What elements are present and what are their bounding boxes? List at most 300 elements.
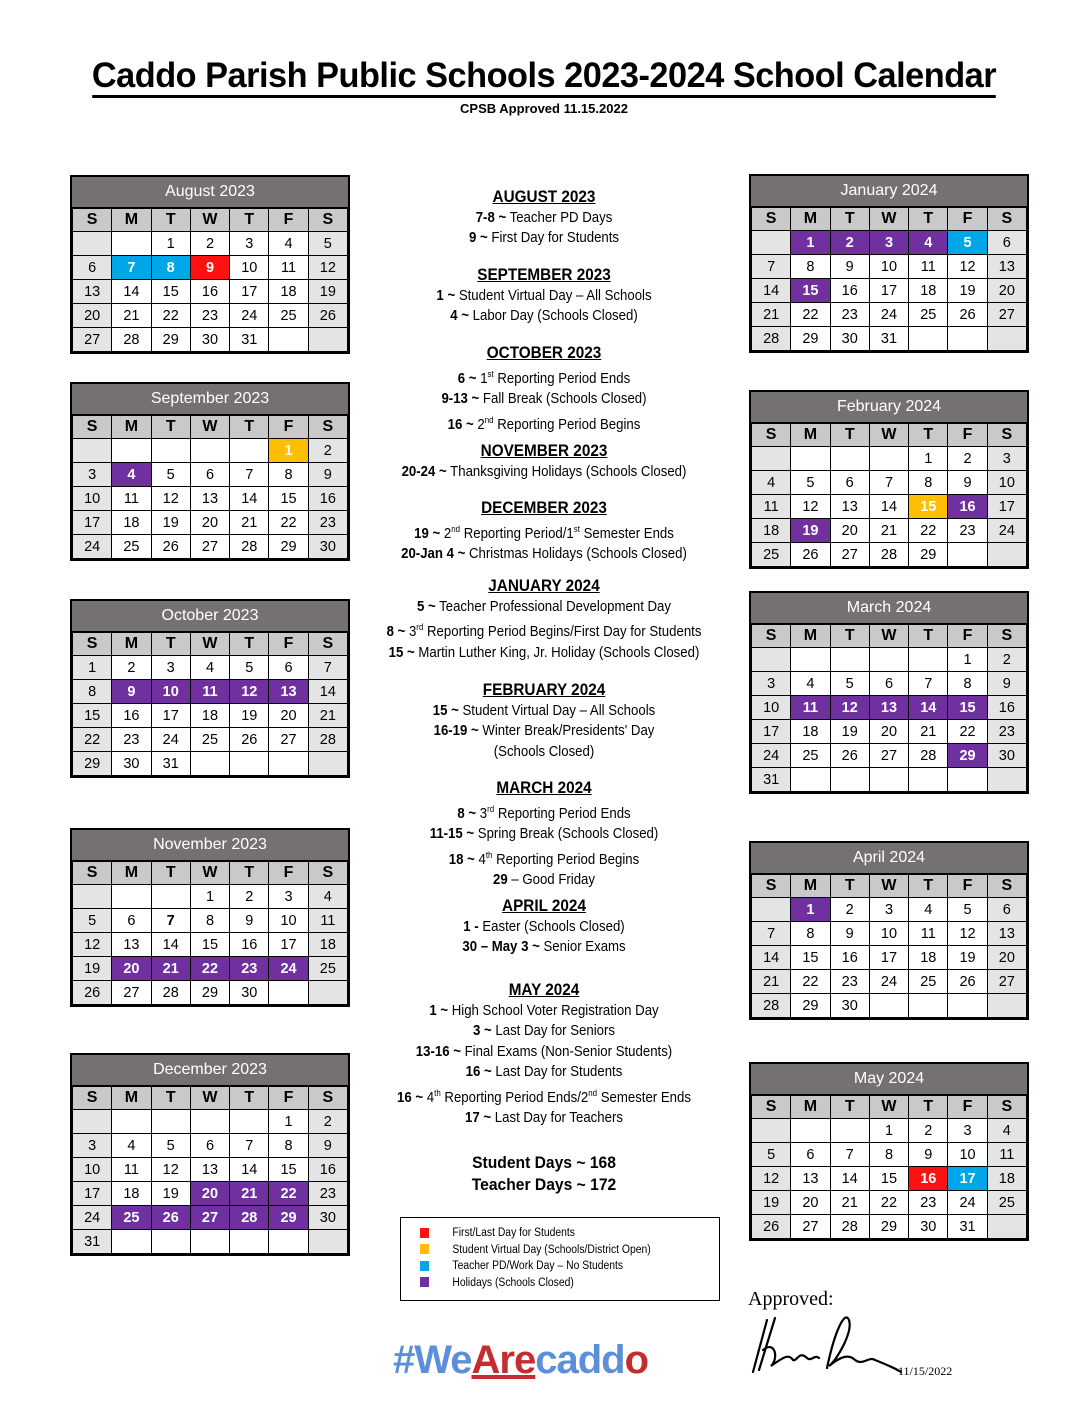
event-date: 9-13 ~	[441, 390, 480, 408]
day-cell: 17	[269, 933, 308, 957]
day-cell: 3	[869, 231, 908, 255]
day-cell: 15	[909, 495, 948, 519]
day-cell: 23	[112, 728, 151, 752]
day-cell: 15	[791, 946, 830, 970]
day-cell: 25	[308, 957, 347, 981]
day-cell: 3	[869, 898, 908, 922]
event-date: 15 ~	[388, 643, 415, 661]
weekday-header: M	[112, 633, 151, 656]
event-line	[382, 917, 706, 937]
event-text: (Schools Closed)	[493, 742, 595, 760]
event-month-heading: OCTOBER 2023	[486, 343, 602, 362]
weekday-header: S	[308, 633, 347, 656]
day-cell: 30	[112, 752, 151, 776]
event-text: th	[485, 849, 493, 860]
day-cell: 23	[830, 970, 869, 994]
event-text: Semester Ends	[579, 525, 674, 542]
empty-day-cell	[112, 885, 151, 909]
day-cell: 29	[869, 1215, 908, 1239]
day-cell: 15	[73, 704, 112, 728]
weekday-header: T	[909, 1096, 948, 1119]
day-cell: 26	[791, 543, 830, 567]
day-cell: 20	[869, 720, 908, 744]
event-text: 3	[476, 805, 488, 822]
day-cell: 7	[830, 1143, 869, 1167]
day-cell: 14	[752, 946, 791, 970]
day-cell: 30	[830, 994, 869, 1018]
weekday-header: F	[948, 875, 987, 898]
day-cell: 14	[869, 495, 908, 519]
weekday-header: T	[909, 208, 948, 231]
event-text: Reporting Period Ends	[493, 370, 631, 387]
weekday-header: M	[791, 875, 830, 898]
logo-we: #We	[393, 1338, 472, 1382]
weekday-header: S	[752, 875, 791, 898]
weekday-header: M	[791, 208, 830, 231]
event-line	[382, 643, 706, 663]
event-date: 29	[493, 871, 508, 889]
day-cell: 9	[230, 909, 269, 933]
day-cell: 10	[869, 255, 908, 279]
event-date: 16 ~	[397, 1088, 424, 1106]
empty-day-cell	[308, 1230, 347, 1254]
empty-day-cell	[791, 768, 830, 792]
day-cell: 21	[909, 720, 948, 744]
day-cell: 5	[752, 1143, 791, 1167]
day-cell: 5	[948, 898, 987, 922]
weekday-header: T	[230, 862, 269, 885]
day-cell: 11	[308, 909, 347, 933]
approved-label: Approved:	[748, 1288, 834, 1310]
day-cell: 31	[73, 1230, 112, 1254]
day-cell: 19	[73, 957, 112, 981]
day-cell: 1	[269, 1110, 308, 1134]
event-date: 30 – May 3 ~	[462, 938, 540, 956]
day-cell: 30	[230, 981, 269, 1005]
day-cell: 26	[948, 303, 987, 327]
day-cell: 23	[308, 1182, 347, 1206]
day-cell: 4	[190, 656, 229, 680]
empty-day-cell	[190, 439, 229, 463]
day-cell: 22	[791, 303, 830, 327]
weekday-header: S	[73, 862, 112, 885]
legend-item	[420, 1260, 623, 1272]
day-cell: 19	[230, 704, 269, 728]
day-cell: 24	[752, 744, 791, 768]
event-text: Teacher PD Days	[506, 209, 613, 226]
day-cell: 1	[269, 439, 308, 463]
day-cell: 22	[909, 519, 948, 543]
weekday-header: T	[151, 209, 190, 232]
event-text: th	[434, 1087, 441, 1098]
empty-day-cell	[190, 1110, 229, 1134]
weekday-header: M	[112, 416, 151, 439]
event-text: Christmas Holidays (Schools Closed)	[465, 545, 687, 563]
empty-day-cell	[112, 1230, 151, 1254]
day-cell: 8	[190, 909, 229, 933]
day-cell: 11	[190, 680, 229, 704]
day-cell: 5	[151, 463, 190, 487]
calendar-sep	[70, 382, 350, 561]
event-text: Winter Break/Presidents' Day	[478, 722, 655, 740]
day-cell: 4	[909, 231, 948, 255]
day-cell: 9	[112, 680, 151, 704]
day-cell: 17	[73, 1182, 112, 1206]
day-cell: 22	[73, 728, 112, 752]
weekday-header: S	[987, 424, 1026, 447]
day-cell: 19	[151, 1182, 190, 1206]
event-month-heading: APRIL 2024	[502, 896, 586, 915]
day-cell: 21	[752, 970, 791, 994]
event-line	[382, 208, 706, 228]
event-date: 16 ~	[465, 1063, 492, 1081]
day-cell: 1	[190, 885, 229, 909]
event-date: 7-8 ~	[475, 209, 507, 226]
day-cell: 16	[190, 280, 229, 304]
weekday-header: M	[112, 862, 151, 885]
weekday-header: W	[869, 875, 908, 898]
event-date: 17 ~	[465, 1109, 492, 1127]
event-line	[382, 519, 706, 544]
day-cell: 12	[151, 487, 190, 511]
event-text: nd	[588, 1087, 598, 1098]
empty-day-cell	[752, 231, 791, 255]
page-title	[11, 56, 1077, 96]
empty-day-cell	[752, 447, 791, 471]
weekday-header: W	[190, 416, 229, 439]
day-cell: 10	[73, 1158, 112, 1182]
event-text: Martin Luther King, Jr. Holiday (Schools Closed)	[414, 643, 700, 661]
event-date: 20-Jan 4 ~	[401, 545, 466, 563]
event-text: First Day for Students	[487, 229, 620, 247]
day-cell: 6	[269, 656, 308, 680]
event-text: st	[487, 369, 494, 379]
event-text: Reporting Period Begins/First Day for Students	[423, 623, 702, 641]
empty-day-cell	[269, 981, 308, 1005]
calendar-month-title: December 2023	[72, 1055, 348, 1086]
day-cell: 22	[269, 1182, 308, 1206]
empty-day-cell	[948, 327, 987, 351]
event-line	[382, 870, 706, 890]
day-cell: 26	[230, 728, 269, 752]
day-cell: 18	[987, 1167, 1026, 1191]
day-cell: 6	[987, 898, 1026, 922]
day-cell: 8	[948, 672, 987, 696]
day-cell: 24	[73, 1206, 112, 1230]
day-cell: 11	[112, 487, 151, 511]
calendar-mar	[749, 591, 1029, 794]
day-cell: 28	[752, 327, 791, 351]
empty-day-cell	[987, 1215, 1026, 1239]
empty-day-cell	[190, 1230, 229, 1254]
day-cell: 14	[830, 1167, 869, 1191]
day-cell: 30	[987, 744, 1026, 768]
teacher-days: Teacher Days ~ 172	[471, 1175, 617, 1194]
empty-day-cell	[948, 768, 987, 792]
event-line	[382, 1042, 706, 1062]
weekday-header: T	[230, 209, 269, 232]
day-cell: 7	[230, 1134, 269, 1158]
day-cell: 30	[308, 535, 347, 559]
day-cell: 24	[987, 519, 1026, 543]
event-section	[360, 186, 728, 249]
empty-day-cell	[230, 752, 269, 776]
event-text: 2	[440, 525, 452, 542]
day-cell: 25	[112, 535, 151, 559]
empty-day-cell	[752, 1119, 791, 1143]
day-cell: 3	[151, 656, 190, 680]
event-date: 6 ~	[457, 370, 477, 387]
day-cell: 14	[909, 696, 948, 720]
empty-day-cell	[269, 1230, 308, 1254]
day-cell: 5	[308, 232, 347, 256]
day-cell: 3	[73, 463, 112, 487]
day-cell: 28	[230, 1206, 269, 1230]
weekday-header: F	[269, 416, 308, 439]
event-line	[382, 286, 706, 306]
day-cell: 13	[190, 487, 229, 511]
day-cell: 3	[73, 1134, 112, 1158]
day-cell: 24	[869, 303, 908, 327]
event-text: rd	[487, 804, 495, 814]
day-cell: 1	[73, 656, 112, 680]
day-cell: 24	[151, 728, 190, 752]
weekday-header: W	[869, 1096, 908, 1119]
event-date: 8 ~	[457, 805, 477, 822]
event-section	[360, 679, 728, 762]
empty-day-cell	[190, 752, 229, 776]
weekday-header: F	[948, 424, 987, 447]
weekday-header: T	[909, 875, 948, 898]
day-cell: 6	[73, 256, 112, 280]
weekday-header: W	[869, 625, 908, 648]
day-cell: 11	[112, 1158, 151, 1182]
day-cell: 4	[791, 672, 830, 696]
legend-swatch-icon	[420, 1261, 429, 1271]
day-cell: 21	[830, 1191, 869, 1215]
day-cell: 12	[230, 680, 269, 704]
weekday-header: W	[190, 1087, 229, 1110]
calendar-month-title: November 2023	[72, 830, 348, 861]
weekday-header: F	[269, 1087, 308, 1110]
event-date: 16-19 ~	[433, 722, 479, 740]
day-cell: 28	[909, 744, 948, 768]
day-cell: 17	[948, 1167, 987, 1191]
day-cell: 15	[269, 487, 308, 511]
day-cell: 2	[909, 1119, 948, 1143]
day-cell: 25	[791, 744, 830, 768]
event-line	[382, 544, 706, 564]
weekday-header: T	[230, 1087, 269, 1110]
empty-day-cell	[987, 768, 1026, 792]
day-cell: 28	[752, 994, 791, 1018]
weekday-header: S	[73, 633, 112, 656]
event-text: 1	[476, 370, 488, 387]
empty-day-cell	[791, 648, 830, 672]
day-cell: 3	[752, 672, 791, 696]
weekday-header: S	[987, 1096, 1026, 1119]
empty-day-cell	[830, 648, 869, 672]
calendar-jan	[749, 174, 1029, 353]
event-month-heading: DECEMBER 2023	[481, 498, 607, 517]
day-cell: 15	[269, 1158, 308, 1182]
event-date: 1 ~	[436, 287, 456, 304]
day-cell: 17	[987, 495, 1026, 519]
weekday-header: S	[752, 424, 791, 447]
day-cell: 22	[791, 970, 830, 994]
event-line	[382, 228, 706, 248]
day-cell: 2	[830, 231, 869, 255]
day-cell: 17	[869, 279, 908, 303]
day-cell: 6	[791, 1143, 830, 1167]
day-cell: 17	[230, 280, 269, 304]
weekday-header: S	[308, 1087, 347, 1110]
day-cell: 9	[830, 255, 869, 279]
day-cell: 13	[190, 1158, 229, 1182]
empty-day-cell	[151, 885, 190, 909]
empty-day-cell	[308, 981, 347, 1005]
weekday-header: S	[73, 416, 112, 439]
weekday-header: S	[308, 416, 347, 439]
day-cell: 16	[230, 933, 269, 957]
day-cell: 18	[190, 704, 229, 728]
empty-day-cell	[948, 543, 987, 567]
event-section	[360, 497, 728, 565]
weekday-header: S	[308, 862, 347, 885]
day-cell: 15	[791, 279, 830, 303]
day-cell: 20	[830, 519, 869, 543]
event-text: 4	[423, 1088, 435, 1106]
weekday-header: T	[830, 208, 869, 231]
day-cell: 21	[752, 303, 791, 327]
day-cell: 9	[308, 463, 347, 487]
day-cell: 29	[190, 981, 229, 1005]
event-date: 3 ~	[473, 1022, 492, 1040]
weekday-header: W	[190, 862, 229, 885]
day-cell: 9	[190, 256, 229, 280]
day-cell: 23	[948, 519, 987, 543]
event-line	[382, 701, 706, 721]
day-cell: 15	[190, 933, 229, 957]
empty-day-cell	[948, 994, 987, 1018]
day-cell: 29	[269, 535, 308, 559]
event-text: High School Voter Registration Day	[448, 1002, 659, 1019]
day-cell: 26	[151, 535, 190, 559]
event-line	[382, 306, 706, 326]
event-line	[382, 364, 706, 389]
event-month-heading: JANUARY 2024	[488, 576, 600, 595]
event-text: 4	[474, 850, 486, 868]
weekday-header: W	[869, 424, 908, 447]
day-cell: 6	[190, 1134, 229, 1158]
day-cell: 30	[190, 328, 229, 352]
empty-day-cell	[230, 1230, 269, 1254]
day-cell: 15	[869, 1167, 908, 1191]
day-cell: 20	[190, 511, 229, 535]
day-cell: 22	[190, 957, 229, 981]
day-cell: 27	[73, 328, 112, 352]
calendar-month-title: October 2023	[72, 601, 348, 632]
day-cell: 9	[909, 1143, 948, 1167]
day-cell: 22	[269, 511, 308, 535]
student-days: Student Days ~ 168	[472, 1153, 616, 1172]
event-month-heading: NOVEMBER 2023	[480, 441, 608, 460]
event-month-heading: SEPTEMBER 2023	[477, 265, 611, 284]
day-cell: 18	[909, 946, 948, 970]
event-line	[382, 799, 706, 824]
day-cell: 8	[791, 255, 830, 279]
day-cell: 16	[987, 696, 1026, 720]
day-cell: 17	[752, 720, 791, 744]
empty-day-cell	[830, 447, 869, 471]
day-cell: 6	[869, 672, 908, 696]
day-cell: 4	[308, 885, 347, 909]
event-section	[360, 979, 728, 1128]
day-totals	[375, 1152, 714, 1196]
day-cell: 27	[830, 543, 869, 567]
day-cell: 16	[948, 495, 987, 519]
day-cell: 12	[308, 256, 347, 280]
event-line	[382, 1001, 706, 1021]
weekday-header: M	[112, 1087, 151, 1110]
day-cell: 22	[869, 1191, 908, 1215]
calendar-month-title: September 2023	[72, 384, 348, 415]
empty-day-cell	[73, 439, 112, 463]
weekday-header: S	[987, 875, 1026, 898]
day-cell: 11	[909, 922, 948, 946]
day-cell: 28	[308, 728, 347, 752]
event-date: 16 ~	[447, 415, 474, 433]
day-cell: 27	[791, 1215, 830, 1239]
weekday-header: T	[151, 1087, 190, 1110]
day-cell: 20	[112, 957, 151, 981]
day-cell: 17	[151, 704, 190, 728]
day-cell: 30	[308, 1206, 347, 1230]
day-cell: 24	[269, 957, 308, 981]
weekday-header: M	[112, 209, 151, 232]
day-cell: 19	[151, 511, 190, 535]
legend-swatch-icon	[420, 1277, 429, 1287]
day-cell: 10	[869, 922, 908, 946]
day-cell: 3	[948, 1119, 987, 1143]
event-section	[360, 777, 728, 891]
weekday-header: S	[73, 1087, 112, 1110]
day-cell: 11	[269, 256, 308, 280]
event-text: Last Day for Students	[491, 1063, 623, 1081]
day-cell: 23	[987, 720, 1026, 744]
weekday-header: W	[869, 208, 908, 231]
event-month-heading: AUGUST 2023	[492, 187, 596, 206]
empty-day-cell	[308, 752, 347, 776]
day-cell: 14	[230, 1158, 269, 1182]
calendar-aug	[70, 175, 350, 354]
weekday-header: S	[73, 209, 112, 232]
event-text: Spring Break (Schools Closed)	[474, 825, 659, 843]
day-cell: 12	[73, 933, 112, 957]
day-cell: 25	[112, 1206, 151, 1230]
day-cell: 3	[987, 447, 1026, 471]
day-cell: 16	[830, 279, 869, 303]
legend-swatch-icon	[420, 1244, 429, 1254]
event-date: 18 ~	[448, 850, 475, 868]
day-cell: 14	[230, 487, 269, 511]
event-text: rd	[416, 622, 424, 633]
legend-item	[420, 1277, 574, 1289]
weekday-header: S	[752, 625, 791, 648]
day-cell: 20	[73, 304, 112, 328]
empty-day-cell	[151, 439, 190, 463]
day-cell: 25	[269, 304, 308, 328]
